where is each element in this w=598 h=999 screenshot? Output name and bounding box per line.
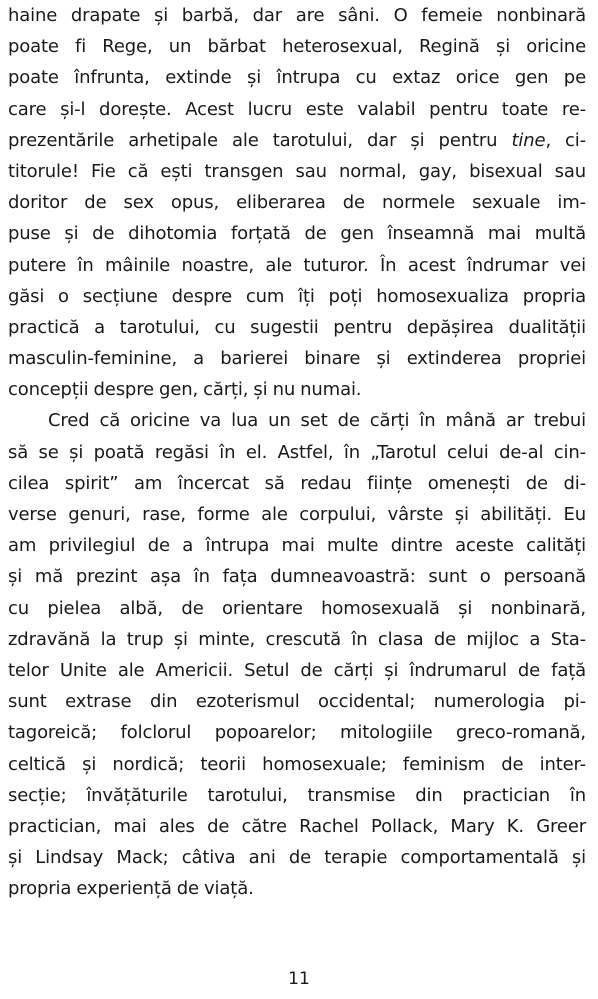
text-line: putere în mâinile noastre, ale tuturor. În acest îndrumar vei (8, 254, 586, 276)
text-line: practician, mai ales de către Rachel Pollack, Mary K. Greer (8, 815, 586, 837)
text-line: am privilegiul de a întrupa mai multe dintre aceste calități (8, 535, 586, 557)
text-line: celtică și nordică; teorii homosexuale; feminism de inter- (8, 753, 586, 775)
text-line: practică a tarotului, cu sugestii pentru depășirea dualității (8, 316, 586, 338)
text-line: secție; învățăturile tarotului, transmise din practician în (8, 784, 586, 806)
text-line: telor Unite ale Americii. Setul de cărți și îndrumarul de față (8, 659, 586, 681)
paragraph-2 (8, 405, 586, 904)
text-line: cilea spirit” am încercat să redau ființe omenești de di- (8, 472, 586, 494)
text-line: poate înfrunta, extinde și întrupa cu extaz orice gen pe (8, 67, 586, 89)
text-line: și mă prezint așa în fața dumneavoastră: sunt o persoană (8, 566, 586, 588)
text-line: poate fi Rege, un bărbat heterosexual, Regină și oricine (8, 36, 586, 58)
text-line: să se și poată regăsi în el. Astfel, în „Tarotul celui de-al cin- (8, 441, 586, 463)
text-line: concepții despre gen, cărți, și nu numai. (8, 379, 362, 401)
text-line (8, 125, 586, 156)
text-line: puse și de dihotomia forțată de gen înseamnă mai multă (8, 223, 586, 245)
page-body (8, 0, 586, 904)
text-line: Cred că oricine va lua un set de cărți în mână ar trebui (48, 410, 586, 432)
text-line: doritor de sex opus, eliberarea de normele sexuale im- (8, 192, 586, 214)
page-number: 11 (288, 969, 310, 989)
paragraph-1 (8, 0, 586, 405)
italic-word: tine (511, 129, 546, 151)
text-line: găsi o secțiune despre cum îți poți homosexualiza propria (8, 285, 586, 307)
text-line: și Lindsay Mack; câtiva ani de terapie comportamentală și (8, 847, 586, 869)
text-segment: prezentările arhetipale ale tarotului, dar și pentru (8, 129, 512, 151)
text-line: masculin-feminine, a barierei binare și extinderea propriei (8, 348, 586, 370)
text-line: verse genuri, rase, forme ale corpului, vârste și abilități. Eu (8, 504, 586, 525)
text-segment: , ci- (545, 129, 587, 151)
text-line: cu pielea albă, de orientare homosexuală și nonbinară, (8, 597, 586, 619)
text-line: care și-l dorește. Acest lucru este valabil pentru toate re- (8, 98, 586, 120)
text-line: haine drapate și barbă, dar are sâni. O femeie nonbinară (8, 5, 586, 26)
text-line: titorule! Fie că ești transgen sau normal, gay, bisexual sau (8, 160, 586, 182)
text-line: zdravănă la trup și minte, crescută în clasa de mijloc a Sta- (8, 628, 586, 650)
text-line: tagoreică; folclorul popoarelor; mitologiile greco-romană, (8, 722, 586, 744)
text-line: propria experiență de viață. (8, 878, 254, 900)
text-line: sunt extrase din ezoterismul occidental; numerologia pi- (8, 691, 586, 713)
